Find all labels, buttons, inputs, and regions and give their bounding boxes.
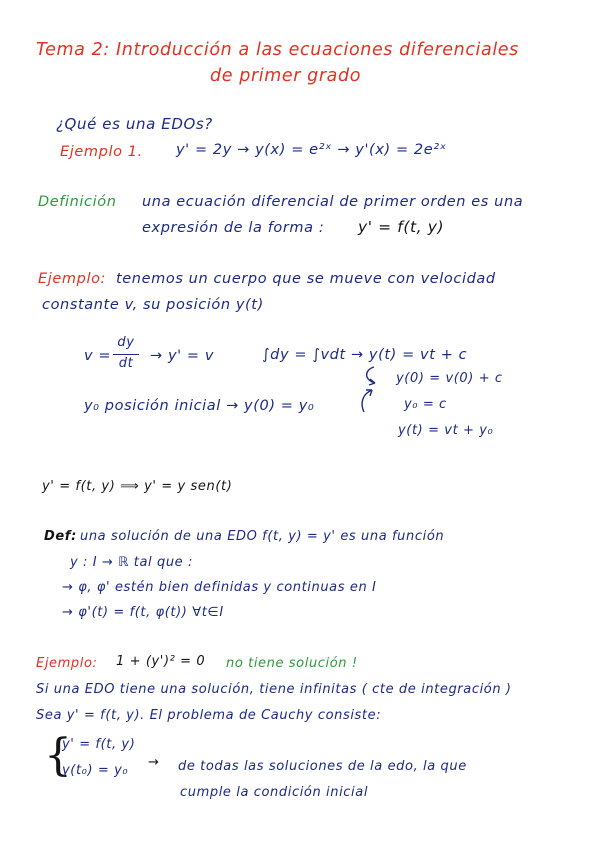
step-2: y₀ = c (404, 397, 447, 412)
integral-expression: ∫dy = ∫vdt → y(t) = vt + c (262, 347, 468, 363)
example-1-expression: y' = 2y → y(x) = e²ˣ → y'(x) = 2e²ˣ (176, 142, 447, 158)
system-equation-2: y(t₀) = y₀ (62, 763, 129, 778)
title-line-1: Tema 2: Introducción a las ecuaciones diferenciales (36, 40, 519, 60)
title-line-2: de primer grado (210, 66, 362, 86)
curved-return-arrow-icon (356, 388, 376, 414)
cauchy-problem-text: Sea y' = f(t, y). El problema de Cauchy consiste: (36, 708, 382, 723)
condition-line-1: de todas las soluciones de la edo, la que (178, 759, 467, 774)
definition-line-1: una ecuación diferencial de primer orden es una (142, 194, 524, 210)
initial-position-text: y₀ posición inicial → y(0) = y₀ (84, 398, 315, 414)
velocity-lhs: v = (84, 348, 112, 364)
infinite-solutions-text: Si una EDO tiene una solución, tiene infinitas ( cte de integración ) (36, 682, 512, 697)
def-2-line-2: y : I → ℝ tal que : (70, 555, 193, 570)
def-2-bullet-1: → φ, φ' estén bien definidas y continuas en I (62, 580, 377, 595)
def-2-label: Def: (44, 529, 77, 544)
example-2-line-1: tenemos un cuerpo que se mueve con velocidad (116, 271, 496, 287)
definition-line-2: expresión de la forma : (142, 220, 325, 236)
example-3-expression: 1 + (y')² = 0 (116, 654, 206, 669)
step-3: y(t) = vt + y₀ (398, 423, 494, 438)
separable-expression: y' = f(t, y) ⟹ y' = y sen(t) (42, 479, 233, 494)
example-2-label: Ejemplo: (38, 271, 107, 287)
system-arrow: → (148, 755, 160, 770)
definition-form: y' = f(t, y) (358, 218, 445, 236)
def-2-line-1: una solución de una EDO f(t, y) = y' es una función (80, 529, 445, 544)
example-1-label: Ejemplo 1. (60, 144, 143, 160)
velocity-rhs: → y' = v (150, 348, 215, 364)
definition-label: Definición (38, 194, 117, 210)
example-2-line-2: constante v, su posición y(t) (42, 297, 264, 313)
fraction-denominator: dt (118, 356, 134, 371)
system-brace: { (44, 730, 72, 781)
fraction-numerator: dy (117, 335, 135, 350)
fraction-bar (113, 354, 139, 355)
example-3-label: Ejemplo: (36, 656, 98, 671)
system-equation-1: y' = f(t, y) (62, 737, 136, 752)
def-2-bullet-2: → φ'(t) = f(t, φ(t)) ∀t∈I (62, 605, 224, 620)
step-1: y(0) = v(0) + c (396, 371, 503, 386)
question-heading: ¿Qué es una EDOs? (56, 115, 213, 133)
condition-line-2: cumple la condición inicial (180, 785, 369, 800)
curved-arrow-icon (362, 366, 386, 388)
no-solution-note: no tiene solución ! (226, 656, 358, 671)
